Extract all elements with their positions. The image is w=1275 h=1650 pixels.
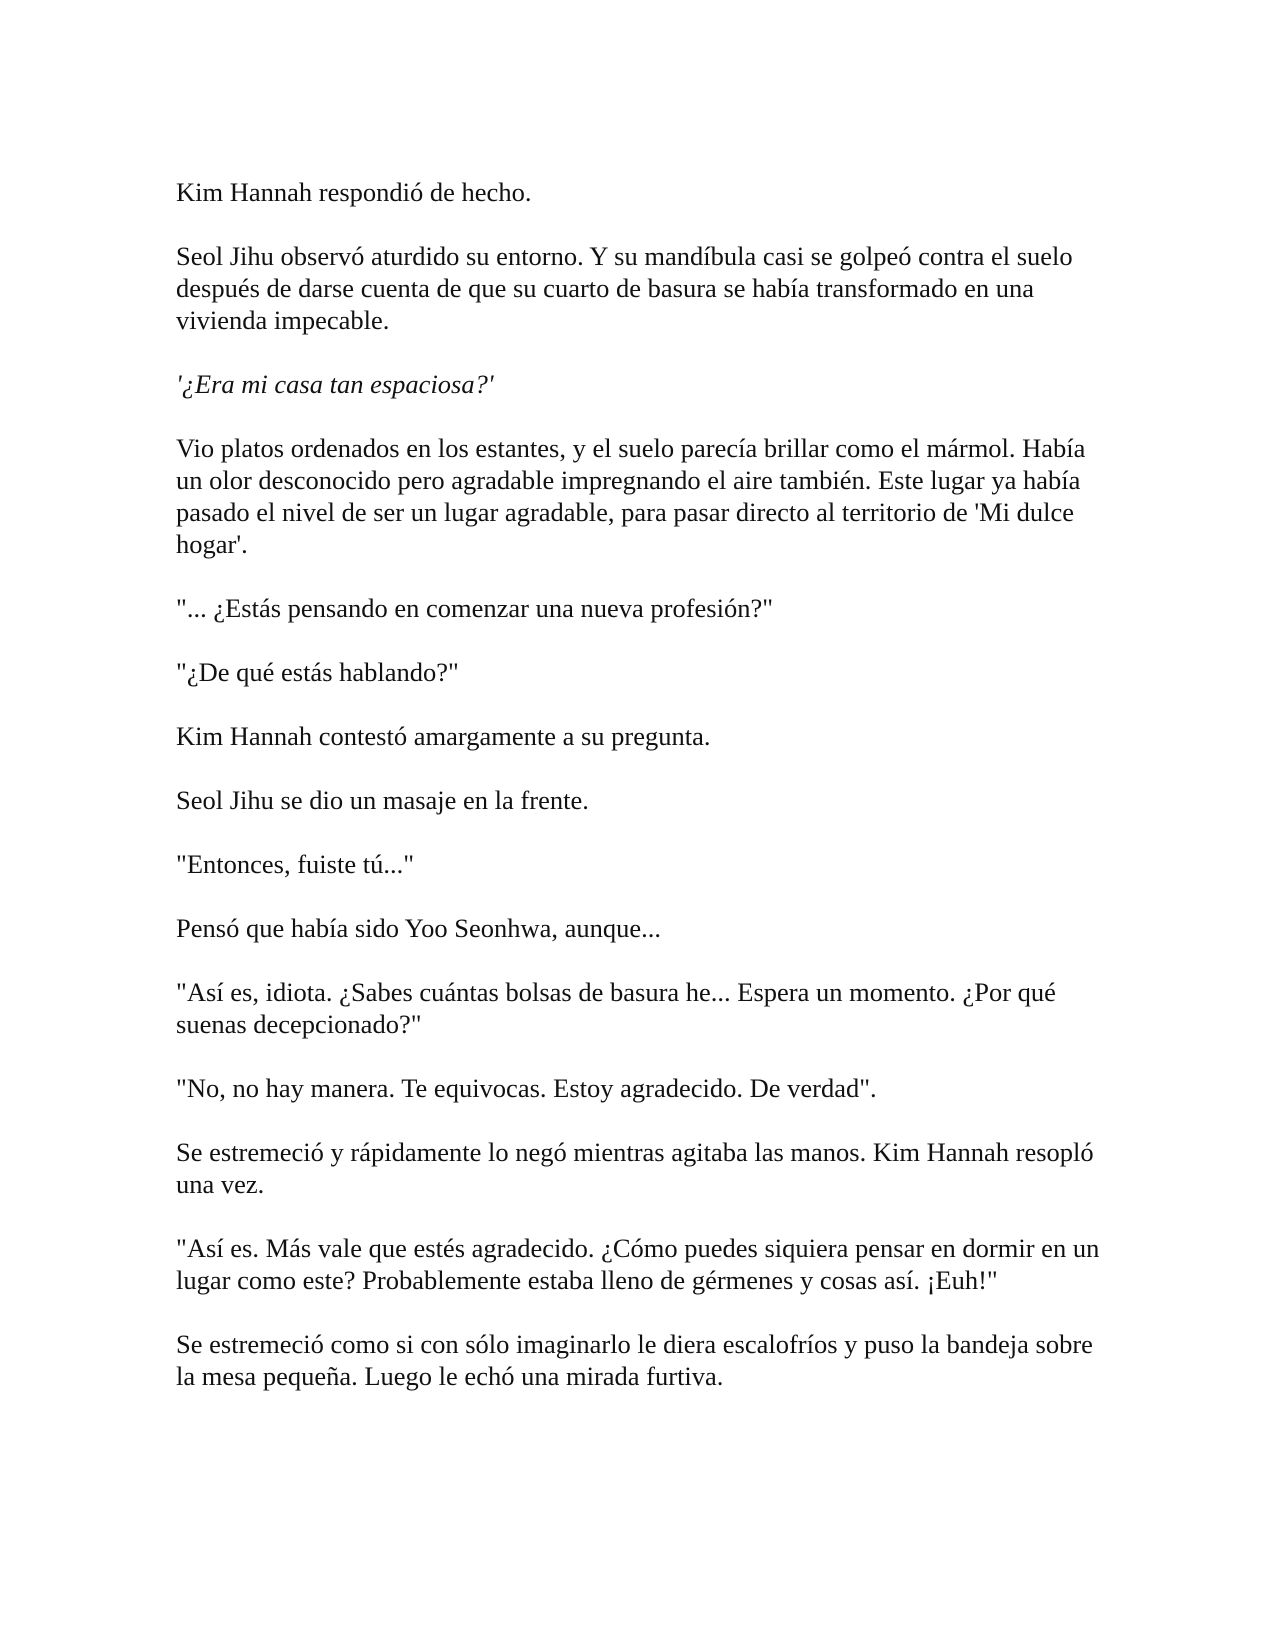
paragraph: Seol Jihu se dio un masaje en la frente. bbox=[176, 785, 589, 815]
paragraph-dialogue: "... ¿Estás pensando en comenzar una nueva profesión?" bbox=[176, 593, 774, 623]
paragraph: Se estremeció como si con sólo imaginarlo le diera escalofríos y puso la bandeja sobre la mesa pequeña. Luego le echó una mirada furtiva. bbox=[176, 1329, 1093, 1391]
paragraph: Kim Hannah contestó amargamente a su pregunta. bbox=[176, 721, 711, 751]
paragraph-dialogue: "Así es, idiota. ¿Sabes cuántas bolsas de basura he... Espera un momento. ¿Por qué suenas decepcionado?" bbox=[176, 977, 1056, 1039]
paragraph-dialogue: "Así es. Más vale que estés agradecido. ¿Cómo puedes siquiera pensar en dormir en un lugar como este? Probablemente estaba lleno de gérmenes y cosas así. ¡Euh!" bbox=[176, 1233, 1100, 1295]
paragraph-italic-thought: '¿Era mi casa tan espaciosa?' bbox=[176, 369, 494, 399]
paragraph: Kim Hannah respondió de hecho. bbox=[176, 177, 532, 207]
paragraph-dialogue: "¿De qué estás hablando?" bbox=[176, 657, 459, 687]
paragraph: Vio platos ordenados en los estantes, y el suelo parecía brillar como el mármol. Había un olor desconocido pero agradable impregnando el aire también. Este lugar ya había pasado el nivel de ser un lugar agradable, para pasar directo al territorio de 'Mi dulce hogar'. bbox=[176, 433, 1086, 559]
paragraph-dialogue: "Entonces, fuiste tú..." bbox=[176, 849, 415, 879]
paragraph: Seol Jihu observó aturdido su entorno. Y su mandíbula casi se golpeó contra el suelo después de darse cuenta de que su cuarto de basura se había transformado en una vivienda impecable. bbox=[176, 241, 1073, 335]
paragraph: Pensó que había sido Yoo Seonhwa, aunque... bbox=[176, 913, 662, 943]
paragraph-dialogue: "No, no hay manera. Te equivocas. Estoy agradecido. De verdad". bbox=[176, 1073, 877, 1103]
document-body bbox=[176, 176, 1106, 1424]
paragraph: Se estremeció y rápidamente lo negó mientras agitaba las manos. Kim Hannah resopló una vez. bbox=[176, 1137, 1094, 1199]
